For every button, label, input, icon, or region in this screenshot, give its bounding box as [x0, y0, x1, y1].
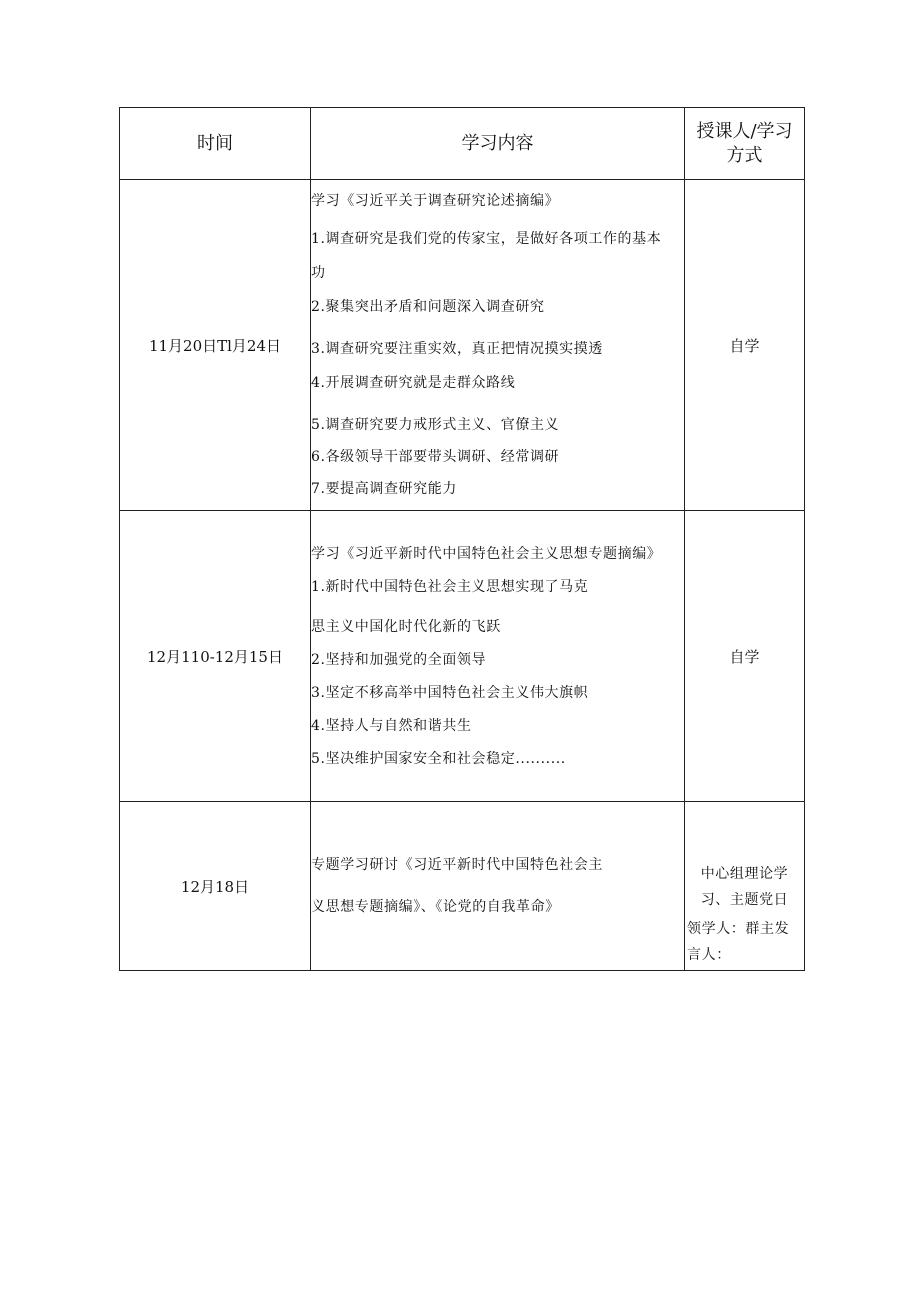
row2-content-item1b: 思主义中国化时代化新的飞跃: [311, 618, 501, 635]
row2-content-item4: 4.坚持人与自然和谐共生: [311, 717, 472, 734]
row2-content-title: 学习《习近平新时代中国特色社会主义思想专题摘编》: [311, 545, 662, 562]
row1-content-title: 学习《习近平关于调查研究论述摘编》: [311, 193, 560, 209]
row1-content: [311, 180, 685, 511]
row3-time: 12月18日: [120, 802, 311, 971]
row1-method: 自学: [685, 180, 805, 511]
row1-content-item2: 2.聚集突出矛盾和问题深入调查研究: [311, 299, 545, 315]
row1-content-item1b: 功: [311, 265, 326, 281]
row1-time: 11月20日Tl月24日: [120, 180, 311, 511]
header-method: [685, 108, 805, 180]
row3-method-line3: 领学人：群主发: [687, 921, 790, 937]
row1-content-item5: 5.调查研究要力戒形式主义、官僚主义: [311, 417, 560, 433]
header-content: 学习内容: [311, 108, 685, 180]
row2-content-item3: 3.坚定不移高举中国特色社会主义伟大旗帜: [311, 684, 589, 701]
row2-content-item5: 5.坚决维护国家安全和社会稳定..........: [311, 750, 566, 767]
row3-content-line1: 专题学习研讨《习近平新时代中国特色社会主: [311, 857, 603, 873]
row1-content-item4: 4.开展调查研究就是走群众路线: [311, 375, 516, 391]
row2-content-item1a: 1.新时代中国特色社会主义思想实现了马克: [311, 578, 589, 595]
header-method-line2: 方式: [726, 144, 763, 166]
row3-method-line1: 中心组理论学: [700, 866, 789, 882]
row1-content-item1a: 1.调查研究是我们党的传家宝，是做好各项工作的基本: [311, 231, 662, 247]
row3-method-top: [685, 859, 804, 913]
row3-content: [311, 802, 685, 971]
header-time: 时间: [120, 108, 311, 180]
row1-content-item7: 7.要提高调查研究能力: [311, 481, 457, 497]
row2-method: 自学: [685, 511, 805, 802]
row3-method-line4: 言人：: [687, 947, 731, 963]
row3-method-bottom: [687, 916, 789, 968]
study-schedule-table: [119, 107, 805, 971]
row3-content-line2: 义思想专题摘编》、《论党的自我革命》: [311, 899, 560, 915]
row2-content-item2: 2.坚持和加强党的全面领导: [311, 651, 487, 668]
row3-method-line2: 习、主题党日: [700, 892, 789, 908]
header-method-line1: 授课人/学习: [696, 120, 793, 142]
row1-content-item3: 3.调查研究要注重实效，真正把情况摸实摸透: [311, 341, 603, 357]
table-row: [120, 802, 805, 971]
row1-content-item6: 6.各级领导干部要带头调研、经常调研: [311, 449, 560, 465]
table-row: [120, 180, 805, 511]
table-row: [120, 511, 805, 802]
table-header-row: [120, 108, 805, 180]
row2-time: 12月110-12月15日: [120, 511, 311, 802]
row3-method: [685, 802, 805, 971]
row2-content: [311, 511, 685, 802]
